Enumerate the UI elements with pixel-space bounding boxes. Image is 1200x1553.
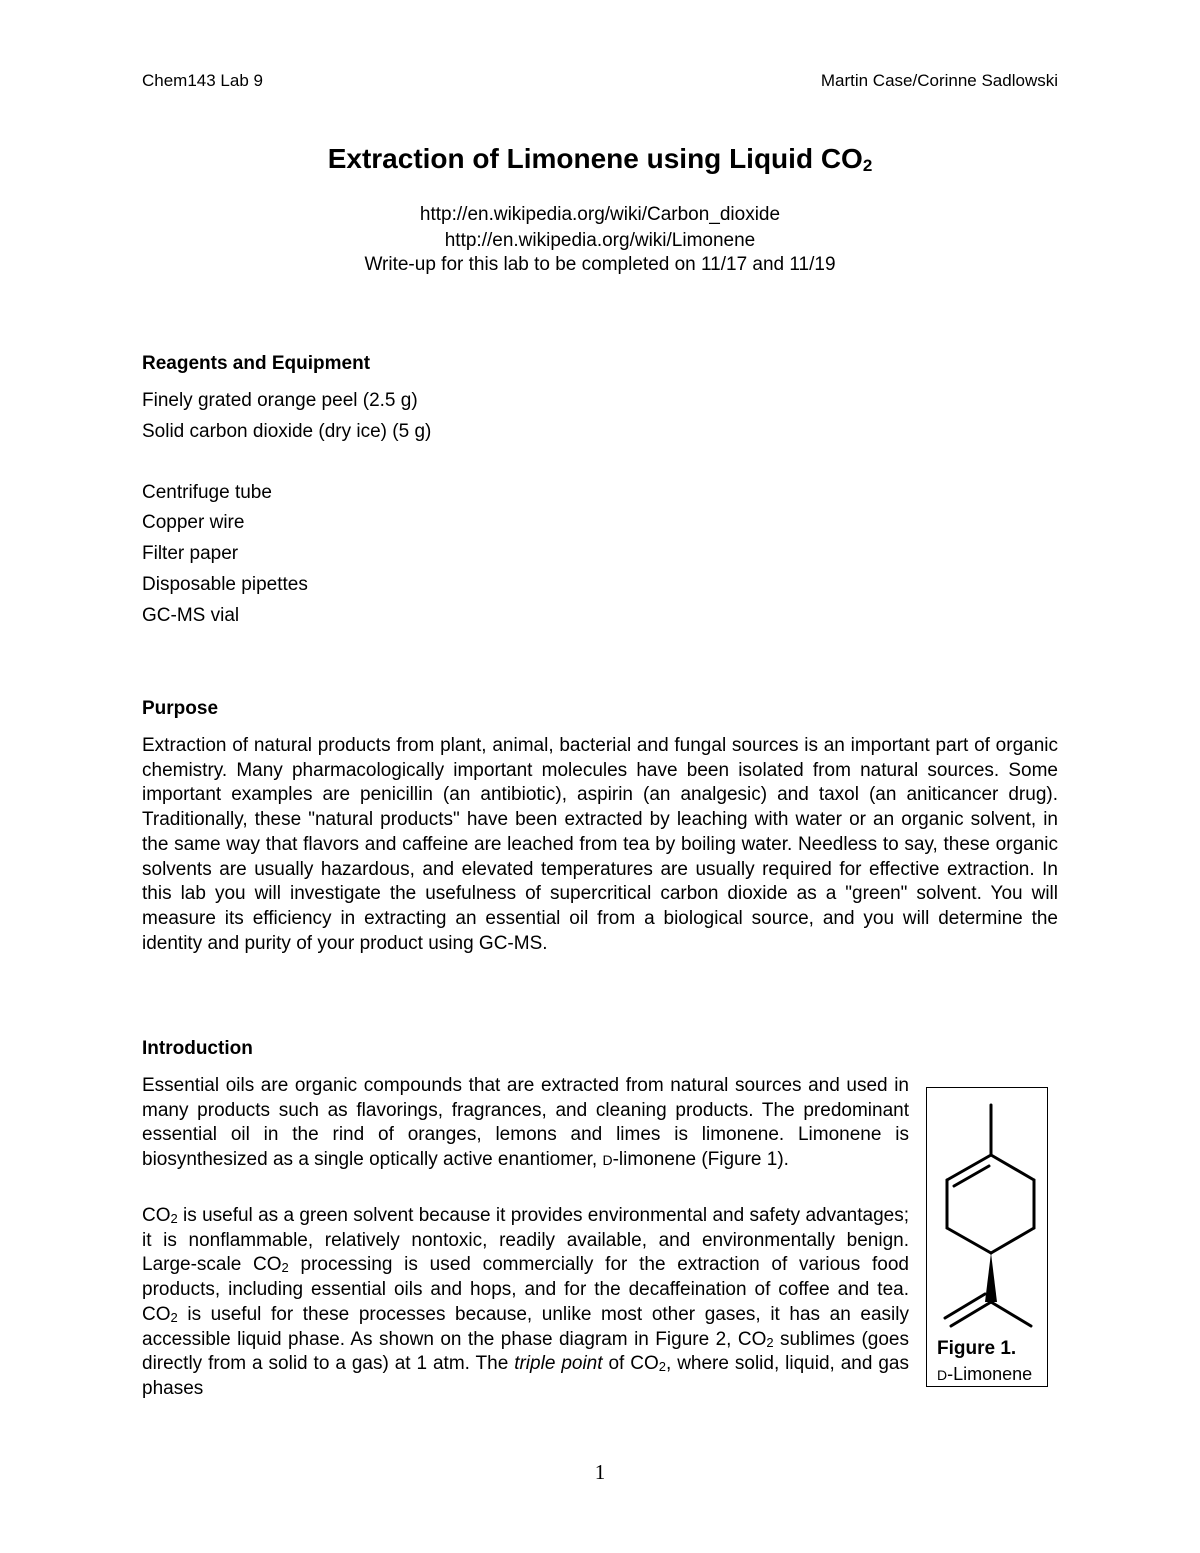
ring-bond (991, 1228, 1034, 1253)
subscript-two: 2 (170, 1309, 178, 1325)
ring-bond (947, 1228, 991, 1253)
limonene-structure-diagram (927, 1088, 1047, 1338)
intro-p2-text: is useful as a green solvent because it provides environmental and safety advantages; it is nonflammable, relatively nontoxic, readily available, and environmentally benign. Large-scale CO (142, 1205, 909, 1276)
compound-name: -Limonene (947, 1364, 1033, 1384)
intro-p2-text: processing is used commercially for the extraction of various food products, including essential oils and hops, and for the decaffeination of coffee and tea. CO (142, 1254, 909, 1325)
co2-text: CO (142, 1205, 171, 1226)
title-subscript: 2 (862, 156, 873, 175)
subscript-two: 2 (658, 1359, 666, 1375)
figure-caption: Figure 1. (937, 1338, 1017, 1359)
intro-p2-text: is useful for these processes because, unlike most other gases, it has an easily accessible liquid phase. As shown on the phase diagram in Figure 2, CO (142, 1303, 909, 1350)
dextro-label: D (937, 1367, 948, 1383)
purpose-heading: Purpose (142, 698, 219, 719)
isopropenyl-double-bond (951, 1302, 991, 1326)
triple-point-term: triple point (514, 1353, 603, 1375)
wedge-bond (985, 1253, 997, 1302)
isopropenyl-double-bond-inner (945, 1294, 985, 1318)
equipment-item: Filter paper (142, 543, 239, 564)
equipment-item: GC-MS vial (142, 605, 240, 626)
introduction-heading: Introduction (142, 1038, 253, 1059)
intro-p2-text: , where solid, liquid, and gas phases (142, 1353, 909, 1399)
equipment-item: Copper wire (142, 512, 245, 533)
intro-p2-text: sublimes (goes directly from a solid to a gas) at 1 atm. The (142, 1328, 909, 1375)
dextro-label: D (602, 1152, 613, 1169)
intro-p1-text: Essential oils are organic compounds that are extracted from natural sources and used in many products such as flavorings, fragrances, and cleaning products. The predominant essential oil in the rind of oranges, lemons and limes is limonene. Limonene is biosynthesized as a single optically active enantiomer, (142, 1075, 909, 1171)
intro-paragraph-1 (142, 1074, 909, 1173)
equipment-item: Disposable pipettes (142, 574, 308, 595)
link-carbon-dioxide[interactable]: http://en.wikipedia.org/wiki/Carbon_dioxide (419, 204, 781, 225)
equipment-item: Centrifuge tube (142, 482, 272, 503)
intro-p1-end: -limonene (Figure 1). (612, 1149, 789, 1171)
subscript-two: 2 (766, 1334, 774, 1350)
figure-compound-name (937, 1364, 1032, 1385)
intro-paragraph-2 (142, 1204, 909, 1402)
link-limonene[interactable]: http://en.wikipedia.org/wiki/Limonene (444, 230, 756, 251)
figure-1-box (926, 1087, 1048, 1387)
page-title (0, 143, 1200, 176)
subscript-two: 2 (170, 1211, 178, 1226)
purpose-paragraph: Extraction of natural products from plant, animal, bacterial and fungal sources is an important part of organic chemistry. Many pharmacologically important molecules have been isolated from natural sources. Some important examples are penicillin (an antibiotic), aspirin (an analgesic) and taxol (an aniticancer drug). Traditionally, these "natural products" have been extracted by leaching with water or an organic solvent, in the same way that flavors and caffeine are leached from tea by boiling water. Needless to say, these organic solvents are usually hazardous, and elevated temperatures are usually required for effective extraction. In this lab you will investigate the usefulness of supercritical carbon dioxide as a "green" solvent. You will measure its efficiency in extracting an essential oil from a biological source, and you will determine the identity and purity of your product using GC-MS. (142, 735, 1058, 954)
page-number: 1 (594, 1460, 606, 1484)
ring-bond (991, 1155, 1034, 1180)
intro-p2-text: of CO (602, 1353, 659, 1375)
reagents-heading: Reagents and Equipment (142, 353, 371, 374)
writeup-note: Write-up for this lab to be completed on 11/17 and 11/19 (364, 254, 836, 275)
title-text: Extraction of Limonene using Liquid CO (327, 143, 863, 174)
header-course: Chem143 Lab 9 (142, 71, 263, 90)
isopropenyl-methyl-bond (991, 1302, 1031, 1326)
reagent-item: Solid carbon dioxide (dry ice) (5 g) (142, 421, 432, 442)
subscript-two: 2 (281, 1260, 289, 1276)
reagent-item: Finely grated orange peel (2.5 g) (142, 390, 418, 411)
header-authors: Martin Case/Corinne Sadlowski (820, 71, 1058, 90)
ring-double-bond-inner (954, 1166, 989, 1186)
